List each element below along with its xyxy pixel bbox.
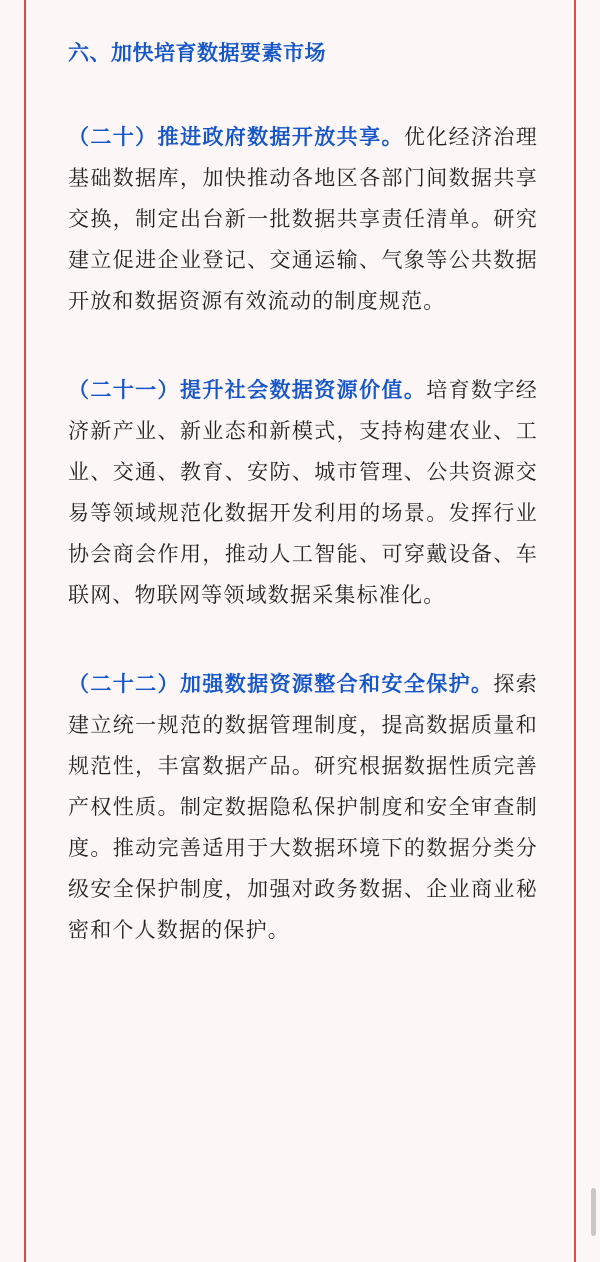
paragraph-20-body: 优化经济治理基础数据库，加快推动各地区各部门间数据共享交换，制定出台新一批数据共享责任清单。研究建立促进企业登记、交通运输、气象等公共数据开放和数据资源有效流动的制度规范。 <box>68 125 539 313</box>
section-title: 六、加快培育数据要素市场 <box>68 41 326 65</box>
paragraph-22-lead: （二十二）加强数据资源整合和安全保护。 <box>68 672 494 696</box>
scrollbar-thumb[interactable] <box>591 1188 596 1236</box>
paragraph-21-lead: （二十一）提升社会数据资源价值。 <box>68 378 427 402</box>
right-border-line <box>574 0 576 1262</box>
left-border-line <box>24 0 26 1262</box>
paragraph-20 <box>68 117 538 322</box>
paragraph-20-lead: （二十）推进政府数据开放共享。 <box>68 125 404 149</box>
article-content <box>68 33 538 999</box>
paragraph-22-body: 探索建立统一规范的数据管理制度，提高数据质量和规范性，丰富数据产品。研究根据数据性质完善产权性质。制定数据隐私保护制度和安全审查制度。推动完善适用于大数据环境下的数据分类分级安全保护制度，加强对政务数据、企业商业秘密和个人数据的保护。 <box>68 672 538 942</box>
paragraph-21-body: 培育数字经济新产业、新业态和新模式，支持构建农业、工业、交通、教育、安防、城市管理、公共资源交易等领域规范化数据开发利用的场景。发挥行业协会商会作用，推动人工智能、可穿戴设备、车联网、物联网等领域数据采集标准化。 <box>68 378 539 607</box>
paragraph-22 <box>68 664 538 951</box>
paragraph-21 <box>68 370 538 616</box>
